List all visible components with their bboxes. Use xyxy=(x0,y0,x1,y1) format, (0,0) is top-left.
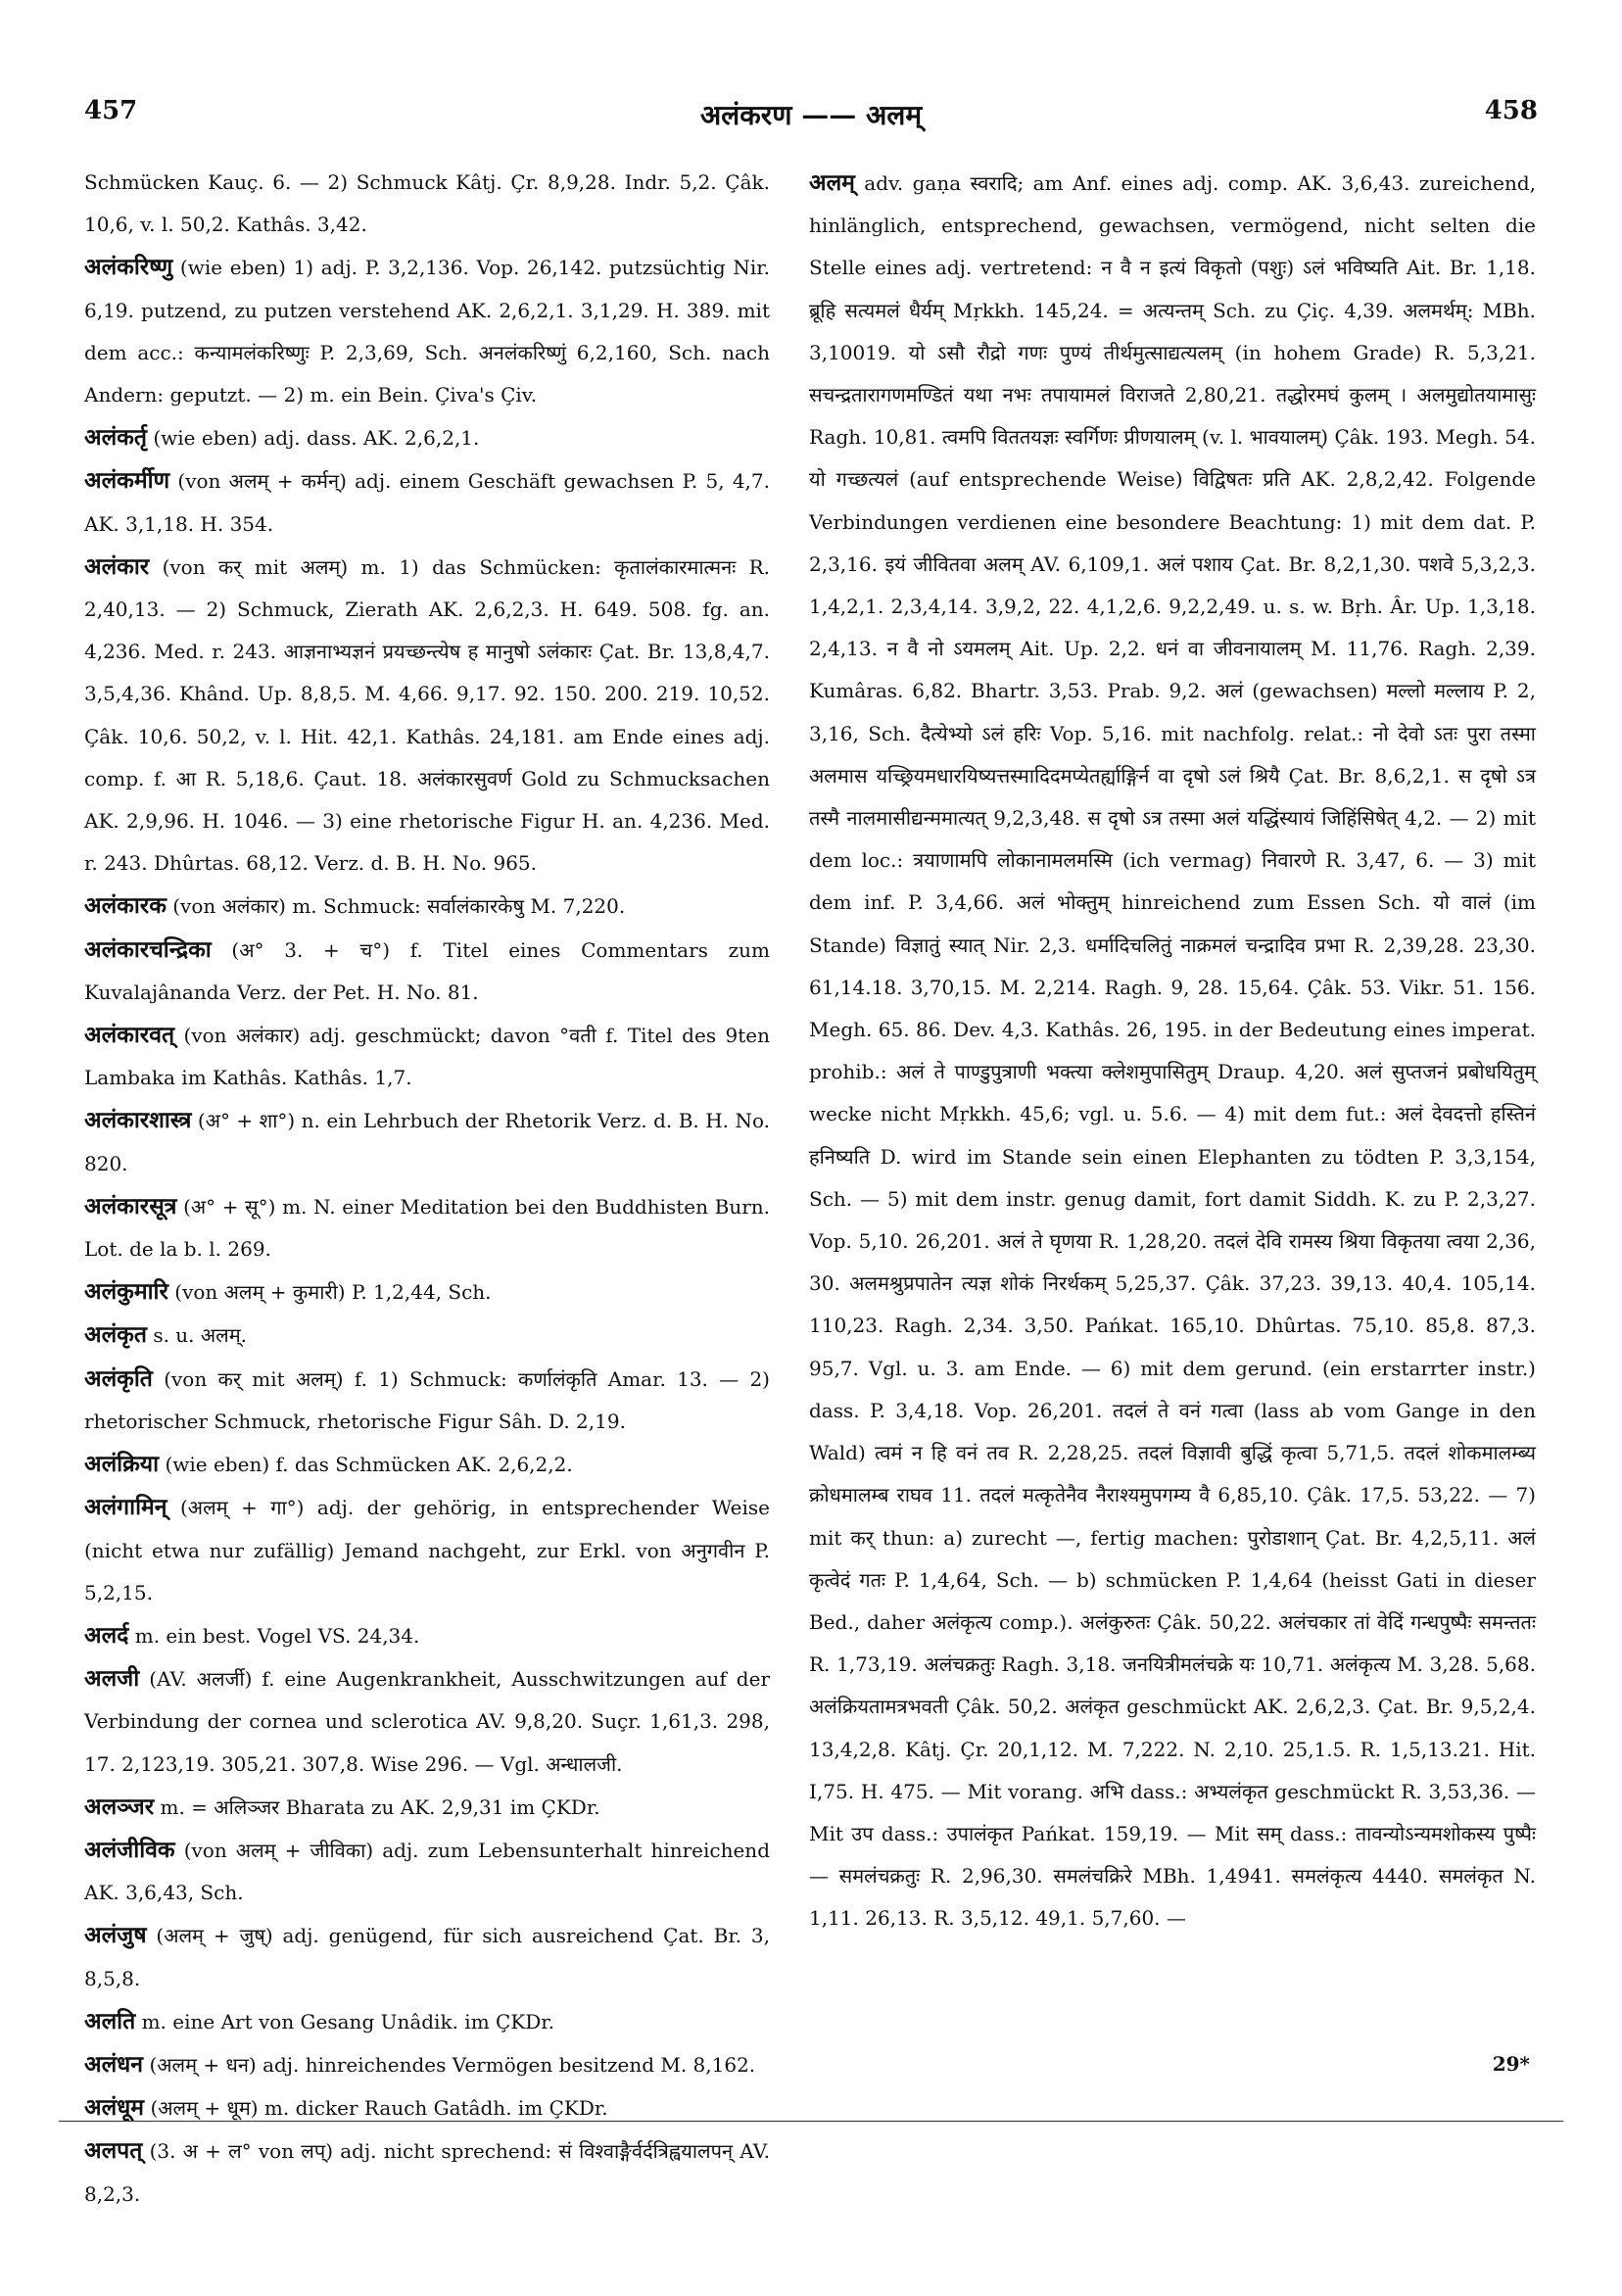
dictionary-entry xyxy=(809,162,1536,1940)
entry-text: (AV. अलर्जी) f. eine Augenkrankheit, Ausschwitzungen auf der Verbindung der cornea und sclerotica AV. 9,8,20. Suçr. 1,61,3. 298, 17. 2,123,19. 305,21. 307,8. Wise 296. — Vgl. अन्धालजी. xyxy=(84,1667,771,1776)
entry-text: (von अलंकार) m. Schmuck: सर्वालंकारकेषु M. 7,220. xyxy=(172,894,626,919)
signature-mark: 29* xyxy=(1492,2052,1530,2076)
dictionary-entry xyxy=(84,459,770,545)
right-column xyxy=(809,162,1536,1940)
entry-text: m. ein best. Vogel VS. 24,34. xyxy=(134,1623,420,1648)
entry-text: (अलम् + धूम) m. dicker Rauch Gatâdh. im ÇKDr. xyxy=(150,2096,608,2121)
entry-text: m. eine Art von Gesang Unâdik. im ÇKDr. xyxy=(141,2009,555,2033)
entry-headword: अलञ्जर xyxy=(84,1793,155,1820)
entry-text: (अलम् + धन) adj. hinreichendes Vermögen besitzend M. 8,162. xyxy=(149,2052,756,2077)
entry-headword: अलंकारसूत्र xyxy=(84,1192,177,1220)
left-page-number: 457 xyxy=(84,96,138,125)
entry-text: (von अलम् + कर्मन्) adj. einem Geschäft gewachsen P. 5, 4,7. AK. 3,1,18. H. 354. xyxy=(84,469,770,536)
dictionary-entry xyxy=(84,2129,770,2215)
entry-text: (von अलम् + जीविका) adj. zum Lebensunterhalt hinreichend AK. 3,6,43, Sch. xyxy=(84,1838,770,1905)
dictionary-entry xyxy=(84,1185,770,1270)
entry-text: (अलम् + जुष्) adj. genügend, für sich ausreichend Çat. Br. 3, 8,5,8. xyxy=(84,1924,770,1990)
dictionary-entry xyxy=(84,1314,770,1357)
entry-headword: अलर्द xyxy=(84,1621,129,1649)
entry-text: (von कर् mit अलम्) m. 1) das Schmücken: कृतालंकारमात्मनः R. 2,40,13. — 2) Schmuck, Zierath AK. 2,6,2,3. H. 649. 508. fg. an. 4,236. Med. r. 243. आज्ञनाभ्यज्ञनं प्रयच्छन्त्येष ह मानुषो ऽलंकारः Çat. Br. 13,8,4,7. 3,5,4,36. Khând. Up. 8,8,5. M. 4,66. 9,17. 92. 150. 200. 219. 10,52. Çâk. 10,6. 50,2, v. l. Hit. 42,1. Kathâs. 24,181. am Ende eines adj. comp. f. आ R. 5,18,6. Çaut. 18. अलंकारसुवर्ण Gold zu Schmucksachen AK. 2,9,96. H. 1046. — 3) eine rhetorische Figur H. an. 4,236. Med. r. 243. Dhûrtas. 68,12. Verz. d. B. H. No. 965. xyxy=(84,554,770,876)
entry-headword: अलजी xyxy=(84,1665,140,1693)
running-title: अलंकरण —— अलम् xyxy=(699,99,923,131)
dictionary-entry xyxy=(84,162,770,246)
entry-text: (wie eben) 1) adj. P. 3,2,136. Vop. 26,142. putzsüchtig Nir. 6,19. putzend, zu putzen verstehend AK. 2,6,2,1. 3,1,29. H. 389. mit dem acc.: कन्यामलंकरिष्णुः P. 2,3,69, Sch. अनलंकरिष्णुं 6,2,160, Sch. nach Andern: geputzt. — 2) m. ein Bein. Çiva's Çiv. xyxy=(84,256,770,407)
entry-headword: अलंकारक xyxy=(84,892,167,920)
entry-headword: अलम् xyxy=(809,169,855,196)
entry-headword: अलति xyxy=(84,2007,136,2034)
entry-text: s. u. अलम्. xyxy=(153,1323,248,1348)
entry-text: (von अलम् + कुमारी) P. 1,2,44, Sch. xyxy=(174,1280,492,1305)
entry-headword: अलंकर्मीण xyxy=(84,467,170,495)
entry-headword: अलंकरिष्णु xyxy=(84,254,173,281)
entry-text: (von अलंकार) adj. geschmückt; davon °वती f. Titel des 9ten Lambaka im Kathâs. Kathâs. 1,7. xyxy=(84,1024,770,1090)
right-page-number: 458 xyxy=(1484,96,1538,125)
entry-text: (wie eben) f. das Schmücken AK. 2,6,2,2. xyxy=(165,1453,573,1477)
dictionary-entry xyxy=(84,929,770,1014)
entry-text: (अलम् + गा°) adj. der gehörig, in entsprechender Weise (nicht etwa nur zufällig) Jemand nachgeht, zur Erkl. von अनुगवीन P. 5,2,15. xyxy=(84,1496,770,1604)
dictionary-entry xyxy=(84,2000,770,2043)
entry-text: (3. अ + ल° von लप्) adj. nicht sprechend: सं विश्वाङ्गैर्वर्दत्रिह्वयालपन् AV. 8,2,3. xyxy=(84,2139,771,2206)
dictionary-entry xyxy=(84,1014,770,1099)
entry-headword: अलंकृति xyxy=(84,1364,153,1392)
dictionary-entry xyxy=(84,246,770,416)
dictionary-entry xyxy=(84,1657,770,1786)
dictionary-entry xyxy=(84,416,770,459)
entry-headword: अलंकुमारि xyxy=(84,1278,168,1306)
dictionary-entry xyxy=(84,1914,770,1999)
entry-text: (von कर् mit अलम्) f. 1) Schmuck: कर्णालंकृति Amar. 13. — 2) rhetorischer Schmuck, rhetorische Figur Sâh. D. 2,19. xyxy=(84,1366,770,1433)
dictionary-entry xyxy=(84,1614,770,1657)
entry-headword: अलंक्रिया xyxy=(84,1451,160,1478)
entry-headword: अलंकारचन्द्रिका xyxy=(84,935,212,963)
entry-text: adv. gaṇa स्वरादि; am Anf. eines adj. comp. AK. 3,6,43. zureichend, hinlänglich, entsprechend, gewachsen, vermögend, nicht selten die Stelle eines adj. vertretend: न वै न इत्यं विकृतो (पशुः) ऽलं भविष्यति Ait. Br. 1,18. ब्रूहि सत्यमलं धैर्यम् Mṛkkh. 145,24. = अत्यन्तम् Sch. zu Çiç. 4,39. अलमर्थम्: MBh. 3,10019. यो ऽसौ रौद्रो गणः पुण्यं तीर्थमुत्साद्यत्यलम् (in hohem Grade) R. 5,3,21. सचन्द्रतारागणमण्डितं यथा नभः तपायामलं विराजते 2,80,21. तद्धोरमघं कुलम् । अलमुद्योतयामासुः Ragh. 10,81. त्वमपि विततयज्ञः स्वर्गिणः प्रीणयालम् (v. l. भावयालम्) Çâk. 193. Megh. 54. यो गच्छत्यलं (auf entsprechende Weise) विद्विषतः प्रति AK. 2,8,2,42. Folgende Verbindungen verdienen eine besondere Beachtung: 1) mit dem dat. P. 2,3,16. इयं जीवितवा अलम् AV. 6,109,1. अलं पशाय Çat. Br. 8,2,1,30. पशवे 5,3,2,3. 1,4,2,1. 2,3,4,14. 3,9,2, 22. 4,1,2,6. 9,2,2,49. u. s. w. Bṛh. Âr. Up. 1,3,18. 2,4,13. न वै नो ऽयमलम् Ait. Up. 2,2. धनं वा जीवनायालम् M. 11,76. Ragh. 2,39. Kumâras. 6,82. Bhartr. 3,53. Prab. 9,2. अलं (gewachsen) मल्लो मल्लाय P. 2, 3,16, Sch. दैत्येभ्यो ऽलं हरिः Vop. 5,16. mit nachfolg. relat.: नो देवो ऽतः पुरा तस्मा अलमास यच्छ्रियमधारयिष्यत्तस्मादिदमप्येतर्ह्याङ्गिर्न वा दृषो ऽलं श्रियै Çat. Br. 8,6,2,1. स दृषो ऽत्र तस्मै नालमासीद्यन्ममात्यत् 9,2,3,48. स दृषो ऽत्र तस्मा अलं यद्धिंस्यायं जिहिंसिषेत् 4,2. — 2) mit dem loc.: त्रयाणामपि लोकानामलमस्मि (ich vermag) निवारणे R. 3,47, 6. — 3) mit dem inf. P. 3,4,66. अलं भोक्तुम् hinreichend zum Essen Sch. यो वालं (im Stande) विज्ञातुं स्यात् Nir. 2,3. धर्मादिचलितुं नाक्रमलं चन्द्रादिव प्रभा R. 2,39,28. 23,30. 61,14.18. 3,70,15. M. 2,214. Ragh. 9, 28. 15,64. Çâk. 53. Vikr. 51. 156. Megh. 65. 86. Dev. 4,3. Kathâs. 26, 195. in der Bedeutung eines imperat. prohib.: अलं ते पाण्डुपुत्राणी भक्त्या क्लेशमुपासितुम् Draup. 4,20. अलं सुप्तजनं प्रबोधयितुम् wecke nicht Mṛkkh. 45,6; vgl. u. 5.6. — 4) mit dem fut.: अलं देवदत्तो हस्तिनं हनिष्यति D. wird im Stande sein einen Elephanten zu tödten P. 3,3,154, Sch. — 5) mit dem instr. genug damit, fort damit Siddh. K. zu P. 2,3,27. Vop. 5,10. 26,201. अलं ते घृणया R. 1,28,20. तदलं देवि रामस्य श्रिया विकृतया त्वया 2,36, 30. अलमश्रुप्रपातेन त्यज्ञ शोकं निरर्थकम् 5,25,37. Çâk. 37,23. 39,13. 40,4. 105,14. 110,23. Ragh. 2,34. 3,50. Pańkat. 165,10. Dhûrtas. 75,10. 85,8. 87,3. 95,7. Vgl. u. 3. am Ende. — 6) mit dem gerund. (ein erstarrter instr.) dass. P. 3,4,18. Vop. 26,201. तदलं ते वनं गत्वा (lass ab vom Gange in den Wald) त्वमं न हि वनं तव R. 2,28,25. तदलं विज्ञावी बुद्धिं कृत्वा 5,71,5. तदलं शोकमालम्ब्य क्रोधमालम्ब राघव 11. तदलं मत्कृतेनैव नैराश्यमुपगम्य वै 6,85,10. Çâk. 17,5. 53,22. — 7) mit कर् thun: a) zurecht —, fertig machen: पुरोडाशान् Çat. Br. 4,2,5,11. अलं कृत्वेदं गतः P. 1,4,64, Sch. — b) schmücken P. 1,4,64 (heisst Gati in dieser Bed., daher अलंकृत्य comp.). अलंकुरुतः Çâk. 50,22. अलंचकार तां वेदिं गन्धपुष्पैः समन्ततः R. 1,73,19. अलंचक्रतुः Ragh. 3,18. जनयित्रीमलंचक्रे यः 10,71. अलंकृत्य M. 3,28. 5,68. अलंक्रियतामत्रभवती Çâk. 50,2. अलंकृत geschmückt AK. 2,6,2,3. Çat. Br. 9,5,2,4. 13,4,2,8. Kâtj. Çr. 20,1,12. M. 7,222. N. 2,10. 25,1.5. R. 1,5,13.21. Hit. I,75. H. 475. — Mit vorang. अभि dass.: अभ्यलंकृत geschmückt R. 3,53,36. — Mit उप dass.: उपालंकृत Pańkat. 159,19. — Mit सम् dass.: तावन्योऽन्यमशोकस्य पुष्पैः — समलंचक्रतुः R. 2,96,30. समलंचक्रिरे MBh. 1,4941. समलंकृत्य 4440. समलंकृत N. 1,11. 26,13. R. 3,5,12. 49,1. 5,7,60. — xyxy=(809,171,1537,1931)
entry-text: (अ° + सू°) m. N. einer Meditation bei den Buddhisten Burn. Lot. de la b. l. 269. xyxy=(84,1194,771,1262)
dictionary-entry xyxy=(84,1786,770,1829)
entry-text: (अ° + शा°) n. ein Lehrbuch der Rhetorik Verz. d. B. H. No. 820. xyxy=(84,1109,770,1175)
entry-text: m. = अलिञ्जर Bharata zu AK. 2,9,31 im ÇKDr. xyxy=(160,1794,600,1819)
entry-headword: अलंगामिन् xyxy=(84,1494,167,1521)
entry-headword: अलपत् xyxy=(84,2137,143,2165)
entry-headword: अलंजीविक xyxy=(84,1836,175,1863)
left-column xyxy=(84,162,770,2216)
entry-headword: अलंकारवत् xyxy=(84,1022,175,1049)
dictionary-entry xyxy=(84,2086,770,2129)
dictionary-entry xyxy=(84,1099,770,1184)
entry-headword: अलंधूम xyxy=(84,2094,145,2122)
entry-headword: अलंकर्तृ xyxy=(84,424,147,452)
dictionary-entry xyxy=(84,1829,770,1914)
entry-text: (wie eben) adj. dass. AK. 2,6,2,1. xyxy=(153,426,480,451)
entry-text: Schmücken Kauç. 6. — 2) Schmuck Kâtj. Çr. 8,9,28. Indr. 5,2. Çâk. 10,6, v. l. 50,2. Kathâs. 3,42. xyxy=(84,170,770,237)
entry-headword: अलंकृत xyxy=(84,1321,147,1349)
dictionary-entry xyxy=(84,1443,770,1486)
dictionary-entry xyxy=(84,1486,770,1614)
dictionary-entry xyxy=(84,546,770,885)
dictionary-entry xyxy=(84,2043,770,2086)
dictionary-entry xyxy=(84,885,770,928)
entry-headword: अलंजुष xyxy=(84,1922,147,1949)
entry-headword: अलंधन xyxy=(84,2050,144,2078)
entry-text: (अ° 3. + च°) f. Titel eines Commentars zum Kuvalajânanda Verz. der Pet. H. No. 81. xyxy=(84,937,770,1004)
entry-headword: अलंकारशास्त्र xyxy=(84,1107,192,1134)
dictionary-entry xyxy=(84,1270,770,1314)
entry-headword: अलंकार xyxy=(84,552,150,580)
bottom-rule xyxy=(59,2121,1563,2122)
dictionary-entry xyxy=(84,1358,770,1443)
